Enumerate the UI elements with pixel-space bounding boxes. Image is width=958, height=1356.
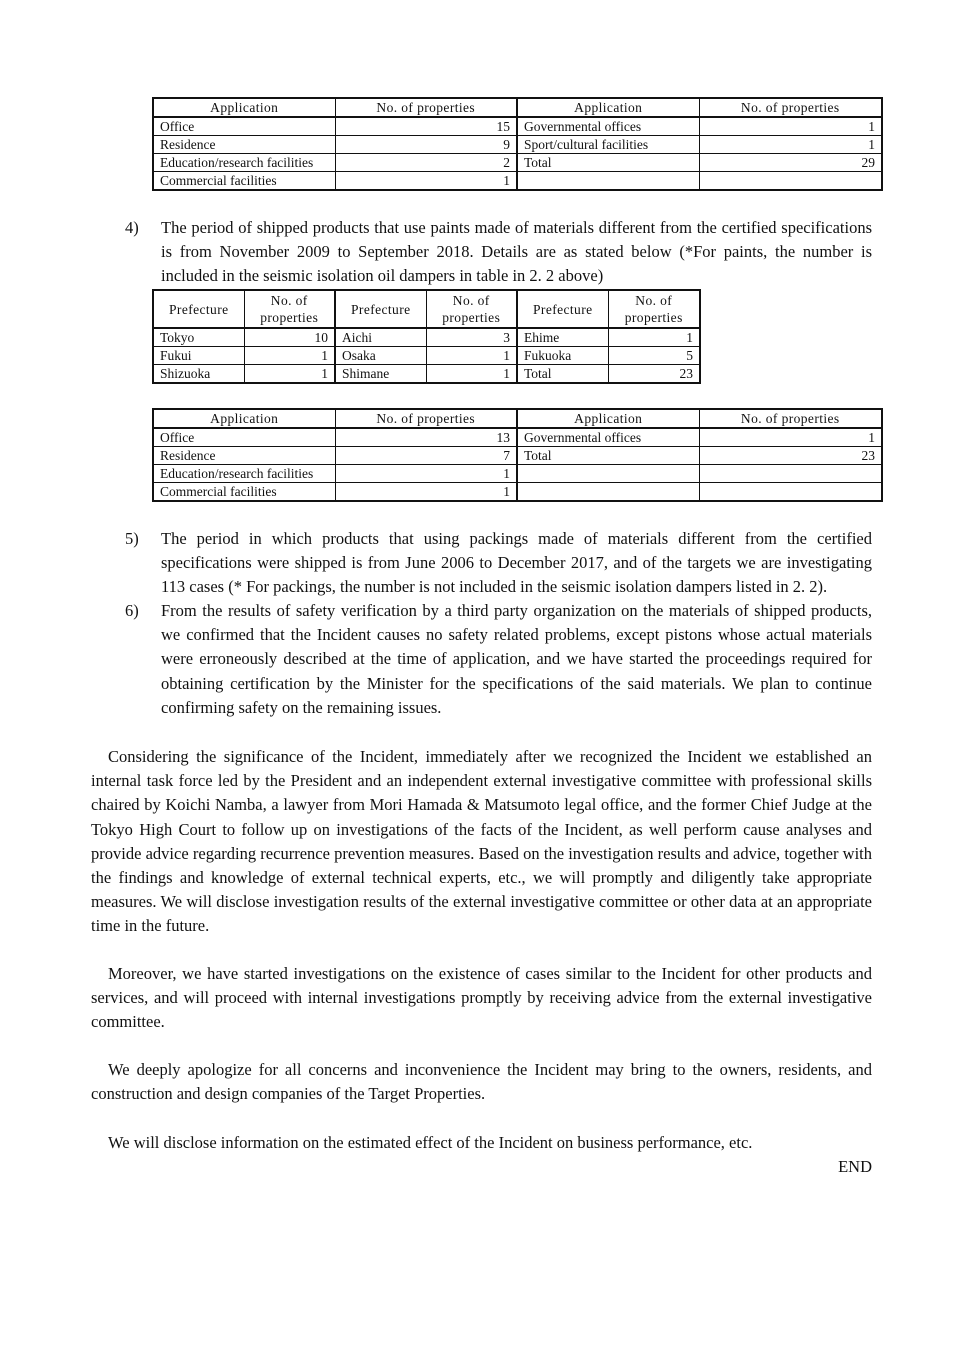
header-no-of-properties: No. of properties xyxy=(699,409,882,428)
application-cell: Education/research facilities xyxy=(153,154,335,172)
count-cell: 15 xyxy=(335,117,517,136)
table-row xyxy=(153,428,882,447)
count-cell: 1 xyxy=(335,465,517,483)
prefecture-cell: Osaka xyxy=(335,347,426,365)
paragraph-similar-cases: Moreover, we have started investigations on the existence of cases similar to the Incident for other products and services, and will proceed with internal investigations promptly by receiving advice from the external investigative committee. xyxy=(91,964,872,1032)
prefecture-cell: Ehime xyxy=(517,328,608,347)
application-cell: Office xyxy=(153,428,335,447)
prefecture-table xyxy=(152,289,701,384)
prefecture-cell: Shizuoka xyxy=(153,365,244,384)
list-item-4 xyxy=(125,216,872,289)
prefecture-cell: Fukuoka xyxy=(517,347,608,365)
table-row xyxy=(153,328,700,347)
paragraph-disclosure: We will disclose information on the estimated effect of the Incident on business performance, etc. xyxy=(108,1133,753,1152)
application-table-shipped xyxy=(152,97,883,191)
table-row xyxy=(153,465,882,483)
list-item-number: 5) xyxy=(125,529,139,548)
list-item-text: From the results of safety verification by a third party organization on the materials of shipped products, we confirmed that the Incident causes no safety related problems, except pistons whose actual materials were erroneously described at the time of application, and we have started the proceedings required for obtaining certification by the Minister for the specifications of the said materials. We plan to continue confirming safety on the remaining issues. xyxy=(161,601,872,717)
count-cell: 9 xyxy=(335,136,517,154)
header-application: Application xyxy=(153,98,335,117)
count-cell: 1 xyxy=(608,328,700,347)
application-cell: Residence xyxy=(153,136,335,154)
table-header-row xyxy=(153,409,882,428)
header-application: Application xyxy=(517,98,699,117)
header-no-of-properties: No. of properties xyxy=(699,98,882,117)
count-cell: 3 xyxy=(426,328,517,347)
table-row xyxy=(153,483,882,502)
count-cell xyxy=(699,483,882,502)
count-cell: 1 xyxy=(426,365,517,384)
application-cell: Sport/cultural facilities xyxy=(517,136,699,154)
paragraph-task-force: Considering the significance of the Incident, immediately after we recognized the Incident we established an internal task force led by the President and an independent external investigative committee with professional skills chaired by Koichi Namba, a lawyer from Mori Hamada & Matsumoto legal office, and the former Chief Judge at the Tokyo High Court to follow up on investigations of the facts of the Incident, as well perform cause analyses and provide advice regarding recurrence prevention measures. Based on the investigation results and advice, together with the findings and knowledge of external technical experts, etc., we will promptly and diligently take appropriate measures. We will disclose investigation results of the external investigative committee or other data at an appropriate time in the future. xyxy=(91,747,872,936)
count-cell xyxy=(699,172,882,191)
count-cell: 1 xyxy=(699,117,882,136)
application-table-paints xyxy=(152,408,883,502)
header-no-of-properties: No. of properties xyxy=(244,290,335,328)
application-cell: Commercial facilities xyxy=(153,172,335,191)
count-cell: 1 xyxy=(699,428,882,447)
list-item-number: 6) xyxy=(125,601,139,620)
table-row xyxy=(153,136,882,154)
application-cell: Governmental offices xyxy=(517,117,699,136)
count-cell: 23 xyxy=(608,365,700,384)
application-cell xyxy=(517,483,699,502)
count-cell xyxy=(699,465,882,483)
table-row xyxy=(153,154,882,172)
list-item-6 xyxy=(125,599,872,720)
count-cell: 1 xyxy=(699,136,882,154)
table-header-row xyxy=(153,290,700,328)
header-application: Application xyxy=(517,409,699,428)
header-no-of-properties: No. of properties xyxy=(608,290,700,328)
application-cell: Total xyxy=(517,154,699,172)
list-item-number: 4) xyxy=(125,218,139,237)
prefecture-cell: Fukui xyxy=(153,347,244,365)
application-cell: Commercial facilities xyxy=(153,483,335,502)
prefecture-cell: Shimane xyxy=(335,365,426,384)
header-prefecture: Prefecture xyxy=(335,290,426,328)
header-prefecture: Prefecture xyxy=(153,290,244,328)
table-header-row xyxy=(153,98,882,117)
table-row xyxy=(153,172,882,191)
header-application: Application xyxy=(153,409,335,428)
application-cell xyxy=(517,172,699,191)
table-row xyxy=(153,447,882,465)
header-no-of-properties: No. of properties xyxy=(335,409,517,428)
count-cell: 1 xyxy=(335,172,517,191)
count-cell: 7 xyxy=(335,447,517,465)
count-cell: 13 xyxy=(335,428,517,447)
application-cell: Governmental offices xyxy=(517,428,699,447)
application-cell: Residence xyxy=(153,447,335,465)
application-cell: Total xyxy=(517,447,699,465)
count-cell: 1 xyxy=(335,483,517,502)
list-item-5 xyxy=(125,527,872,600)
table-row xyxy=(153,117,882,136)
count-cell: 1 xyxy=(426,347,517,365)
application-cell xyxy=(517,465,699,483)
end-mark: END xyxy=(838,1157,872,1176)
count-cell: 2 xyxy=(335,154,517,172)
count-cell: 10 xyxy=(244,328,335,347)
count-cell: 29 xyxy=(699,154,882,172)
prefecture-cell: Tokyo xyxy=(153,328,244,347)
table-row xyxy=(153,365,700,384)
count-cell: 5 xyxy=(608,347,700,365)
header-no-of-properties: No. of properties xyxy=(335,98,517,117)
list-item-text: The period in which products that using packings made of materials different from the certified specifications were shipped is from June 2006 to December 2017, and of the targets we are investigating 113 cases (* For packings, the number is not included in the seismic isolation dampers listed in 2. 2). xyxy=(161,529,872,597)
paragraph-apology: We deeply apologize for all concerns and inconvenience the Incident may bring to the owners, residents, and construction and design companies of the Target Properties. xyxy=(91,1060,872,1104)
table-row xyxy=(153,347,700,365)
header-no-of-properties: No. of properties xyxy=(426,290,517,328)
count-cell: 1 xyxy=(244,347,335,365)
prefecture-cell: Aichi xyxy=(335,328,426,347)
count-cell: 1 xyxy=(244,365,335,384)
list-item-text: The period of shipped products that use paints made of materials different from the certified specifications is from November 2009 to September 2018. Details are as stated below (*For paints, the number is included in the seismic isolation oil dampers in table in 2. 2 above) xyxy=(161,218,872,286)
application-cell: Education/research facilities xyxy=(153,465,335,483)
header-prefecture: Prefecture xyxy=(517,290,608,328)
count-cell: 23 xyxy=(699,447,882,465)
prefecture-cell: Total xyxy=(517,365,608,384)
application-cell: Office xyxy=(153,117,335,136)
